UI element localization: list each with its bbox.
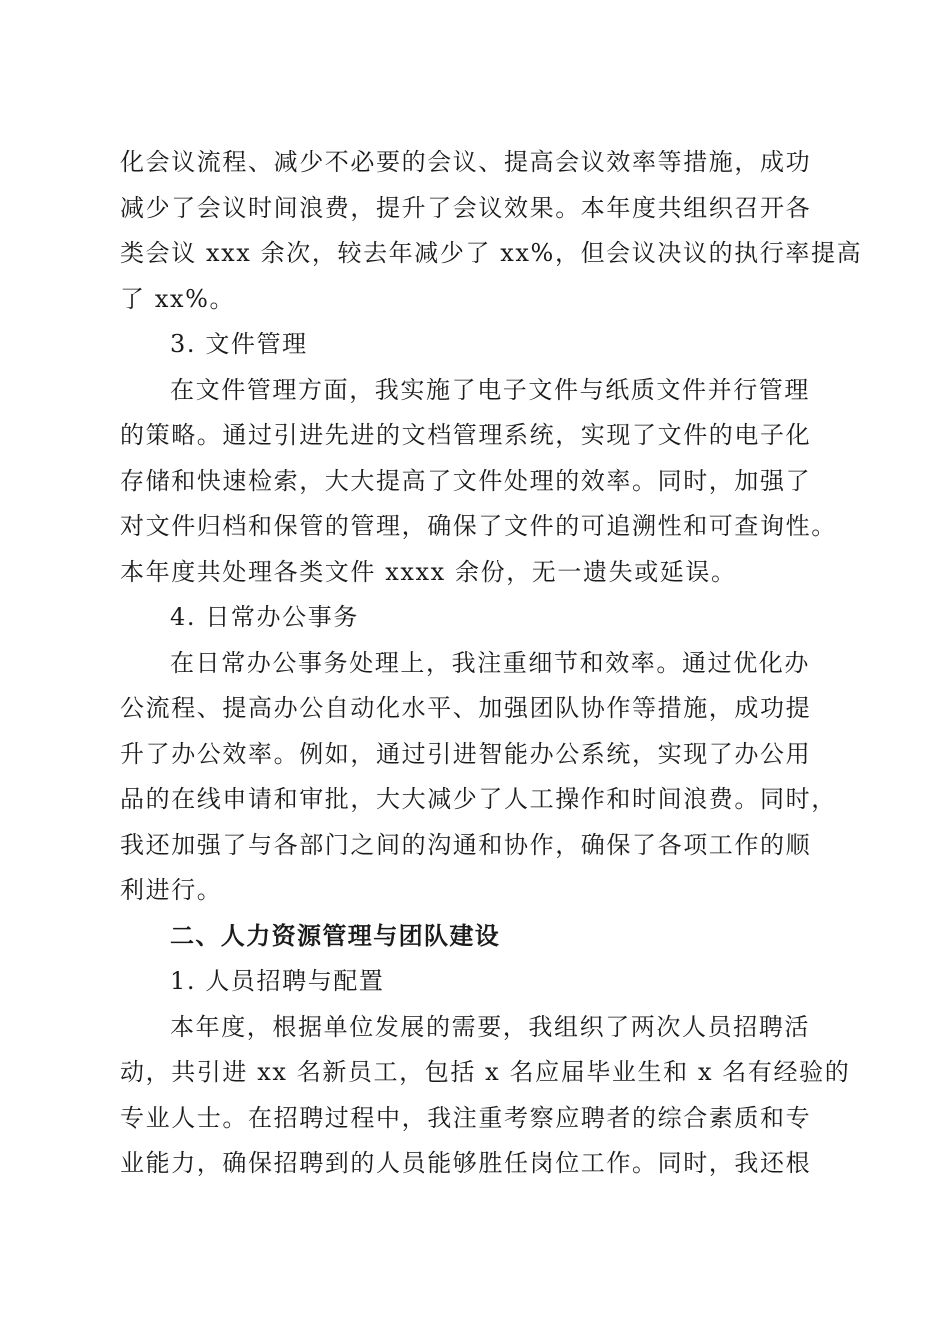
document-body — [120, 140, 863, 1187]
section-heading-hr-management: 二、人力资源管理与团队建设 — [170, 921, 501, 950]
paragraph-line: 本年度，根据单位发展的需要，我组织了两次人员招聘活 — [170, 1012, 810, 1041]
paragraph-line: 专业人士。在招聘过程中，我注重考察应聘者的综合素质和专 — [120, 1103, 812, 1132]
paragraph-line: 业能力，确保招聘到的人员能够胜任岗位工作。同时，我还根 — [120, 1149, 812, 1177]
paragraph-line: 公流程、提高办公自动化水平、加强团队协作等措施，成功提 — [120, 694, 812, 722]
paragraph-line: 我还加强了与各部门之间的沟通和协作，确保了各项工作的顺 — [120, 830, 812, 859]
paragraph-line: 在文件管理方面，我实施了电子文件与纸质文件并行管理 — [170, 375, 810, 404]
paragraph-line: 存储和快速检索，大大提高了文件处理的效率。同时，加强了 — [120, 466, 812, 495]
paragraph-line: 类会议 xxx 余次，较去年减少了 xx%，但会议决议的执行率提高 — [120, 239, 863, 267]
paragraph-line: 减少了会议时间浪费，提升了会议效果。本年度共组织召开各 — [120, 193, 812, 222]
paragraph-line: 动，共引进 xx 名新员工，包括 x 名应届毕业生和 x 名有经验的 — [120, 1058, 851, 1086]
subheading-recruitment: 1. 人员招聘与配置 — [170, 967, 385, 995]
paragraph-line: 利进行。 — [120, 876, 223, 904]
subheading-daily-affairs: 4. 日常办公事务 — [170, 603, 359, 631]
paragraph-line: 的策略。通过引进先进的文档管理系统，实现了文件的电子化 — [120, 421, 812, 449]
paragraph-line: 了 xx%。 — [120, 284, 236, 313]
paragraph-line: 对文件归档和保管的管理，确保了文件的可追溯性和可查询性。 — [120, 512, 837, 540]
paragraph-line: 本年度共处理各类文件 xxxx 余份，无一遗失或延误。 — [120, 557, 737, 586]
subheading-file-management: 3. 文件管理 — [170, 330, 308, 358]
paragraph-line: 在日常办公事务处理上，我注重细节和效率。通过优化办 — [170, 648, 810, 677]
paragraph-line: 升了办公效率。例如，通过引进智能办公系统，实现了办公用 — [120, 739, 812, 768]
paragraph-line: 化会议流程、减少不必要的会议、提高会议效率等措施，成功 — [120, 148, 812, 176]
paragraph-line: 品的在线申请和审批，大大减少了人工操作和时间浪费。同时， — [120, 785, 837, 813]
